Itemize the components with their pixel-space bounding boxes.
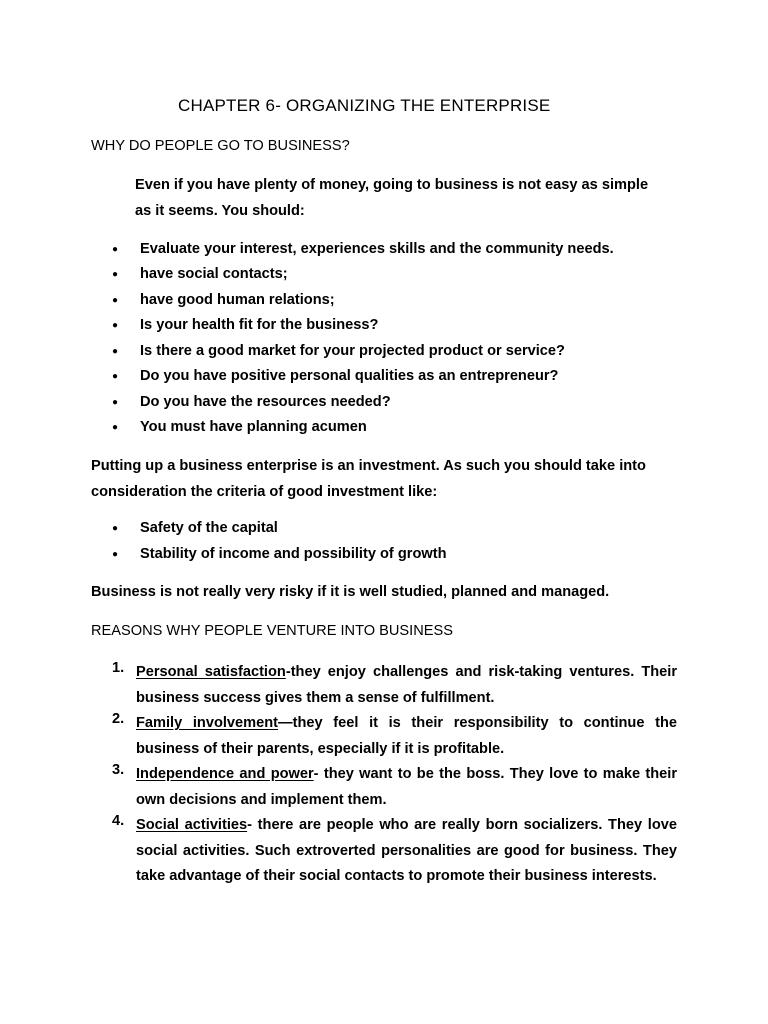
bullet-icon: ● <box>112 422 119 433</box>
bullet-icon: ● <box>112 346 119 357</box>
list-number: 1. <box>112 660 125 676</box>
investment-line-2: consideration the criteria of good investment like: <box>91 484 438 500</box>
bullet-icon: ● <box>112 549 119 560</box>
reason-text: —they feel it is their responsibility to continue the business of their parents, especially if it is profitable. <box>136 715 677 757</box>
page-title: CHAPTER 6- ORGANIZING THE ENTERPRISE <box>178 96 551 115</box>
investment-line-1: Putting up a business enterprise is an investment. As such you should take into <box>91 458 646 474</box>
list-number: 2. <box>112 711 125 727</box>
list-item: Evaluate your interest, experiences skills and the community needs. <box>140 241 614 257</box>
intro-line-1: Even if you have plenty of money, going to business is not easy as simple <box>135 177 649 193</box>
reason-term: Family involvement <box>136 715 279 731</box>
bullet-icon: ● <box>112 244 119 255</box>
list-item: Do you have positive personal qualities as an entrepreneur? <box>140 368 559 384</box>
list-item: Is there a good market for your projected product or service? <box>140 343 565 359</box>
bullet-icon: ● <box>112 320 119 331</box>
reason-text: - they want to be the boss. They love to make their own decisions and implement them. <box>136 766 677 808</box>
reason-term: Independence and power <box>136 766 314 782</box>
intro-line-2: as it seems. You should: <box>135 203 305 219</box>
reason-text: -they enjoy challenges and risk-taking ventures. Their business success gives them a sense of fulfillment. <box>136 664 677 706</box>
reason-term: Personal satisfaction <box>136 664 286 680</box>
list-item: You must have planning acumen <box>140 419 367 435</box>
closing-statement: Business is not really very risky if it is well studied, planned and managed. <box>91 584 610 600</box>
list-item <box>136 813 677 890</box>
list-item <box>136 762 677 813</box>
list-item <box>136 711 677 762</box>
list-item: Stability of income and possibility of growth <box>140 546 447 562</box>
list-item: Is your health fit for the business? <box>140 317 379 333</box>
section-heading-reasons: REASONS WHY PEOPLE VENTURE INTO BUSINESS <box>91 623 453 639</box>
list-number: 4. <box>112 813 125 829</box>
list-item: have good human relations; <box>140 292 335 308</box>
section-heading-why: WHY DO PEOPLE GO TO BUSINESS? <box>91 138 350 154</box>
list-item <box>136 660 677 711</box>
bullet-icon: ● <box>112 371 119 382</box>
list-item: Safety of the capital <box>140 520 278 536</box>
list-item: Do you have the resources needed? <box>140 394 391 410</box>
reason-term: Social activities <box>136 817 248 833</box>
reason-text: - there are people who are really born socializers. They love social activities. Such extroverted personalities are good for business. They take advantage of their social contacts to promote their business interests. <box>136 817 677 884</box>
bullet-icon: ● <box>112 295 119 306</box>
bullet-icon: ● <box>112 397 119 408</box>
bullet-icon: ● <box>112 523 119 534</box>
bullet-icon: ● <box>112 269 119 280</box>
list-number: 3. <box>112 762 125 778</box>
list-item: have social contacts; <box>140 266 288 282</box>
